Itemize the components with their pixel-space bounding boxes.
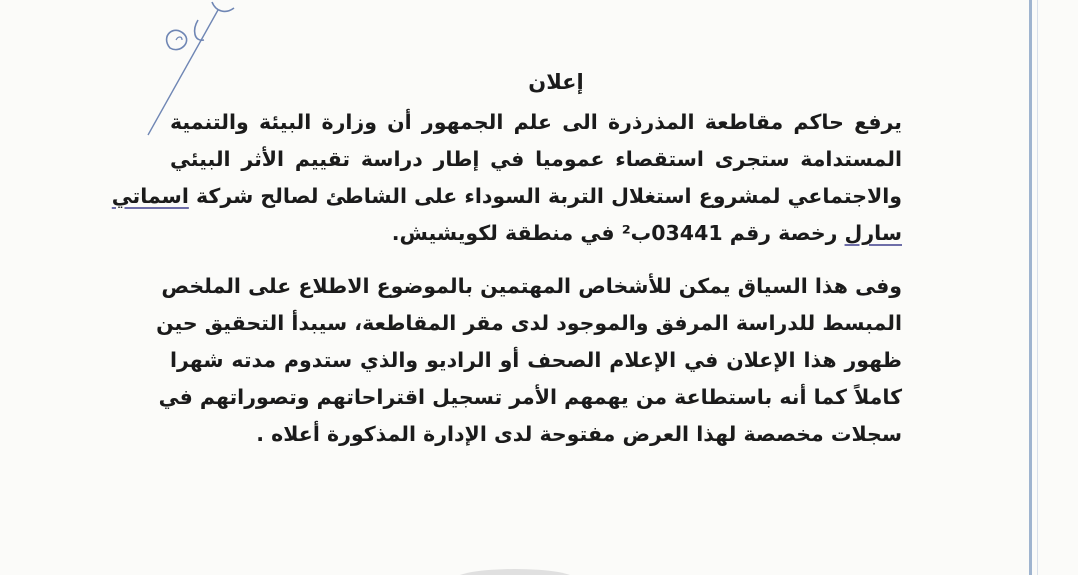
paragraph-2-line-3: ظهور هذا الإعلان في الإعلام الصحف أو الراديو والذي ستدوم مدته شهرا (170, 348, 902, 372)
paragraph-2-line-5: سجلات مخصصة لهذا العرض مفتوحة لدى الإدارة المذكورة أعلاه . (256, 422, 902, 446)
paragraph-1 (111, 104, 902, 252)
announcement-document (111, 68, 902, 453)
page-edge-line (1029, 0, 1032, 575)
paragraph-1-line-3 (111, 178, 902, 215)
paragraph-2-line-1: وفى هذا السياق يمكن للأشخاص المهتمين بالموضوع الاطلاع على الملخص (161, 274, 902, 298)
paragraph-1-line-4-text: رخصة رقم 03441ب² في منطقة لكويشيش. (391, 221, 838, 245)
paragraph-1-line-2: المستدامة ستجرى استقصاء عموميا في إطار دراسة تقييم الأثر البيئي (170, 147, 902, 171)
paragraph-2 (156, 268, 902, 453)
paragraph-2-line-2: المبسط للدراسة المرفق والموجود لدى مقر المقاطعة، سيبدأ التحقيق حين (156, 311, 902, 335)
paragraph-1-line-4 (170, 215, 902, 252)
paragraph-2-line-4: كاملاً كما أنه باستطاعة من يهمهم الأمر تسجيل اقتراحاتهم وتصوراتهم في (158, 385, 902, 409)
page-edge-line-secondary (1037, 0, 1038, 575)
company-name-underlined: اسماتي (111, 184, 189, 208)
paragraph-1-line-3-text: والاجتماعي لمشروع استغلال التربة السوداء على الشاطئ لصالح شركة (196, 184, 902, 208)
document-title: إعلان (528, 70, 584, 94)
bottom-smudge (455, 569, 575, 575)
paragraph-1-line-1: يرفع حاكم مقاطعة المذرذرة الى علم الجمهور أن وزارة البيئة والتنمية (170, 110, 902, 134)
company-suffix-underlined: سارل (844, 221, 902, 245)
